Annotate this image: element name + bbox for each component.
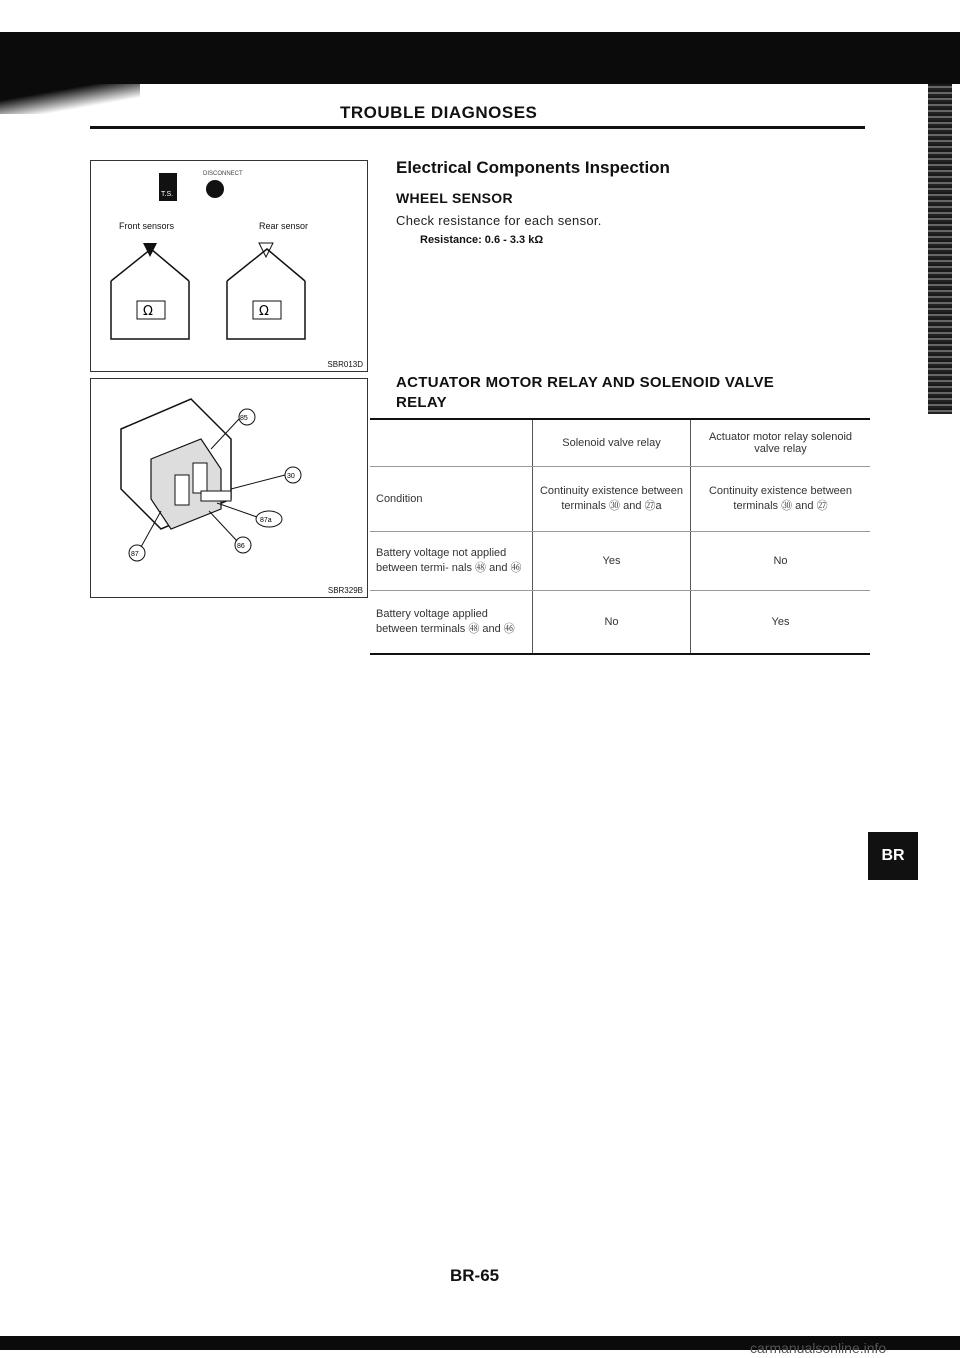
ohm-symbol-rear: Ω (259, 304, 269, 319)
relay-diagram (91, 379, 367, 597)
figure-wheel-sensor (90, 160, 368, 372)
figure-id: SBR013D (327, 360, 363, 369)
terminal-87: 87 (131, 551, 139, 558)
table-cell: Condition (370, 467, 533, 532)
figure-id: SBR329B (327, 586, 363, 595)
terminal-85: 85 (240, 415, 248, 422)
table-cell: Continuity existence between terminals ㉚ and ㉗ (691, 467, 871, 532)
wheel-sensor-diagram (91, 161, 367, 371)
section-tab-br: BR (868, 832, 918, 880)
table-header-row (370, 419, 870, 467)
table-row (370, 532, 870, 591)
table-cell: Yes (691, 591, 871, 655)
table-row (370, 467, 870, 532)
figure-relay (90, 378, 368, 598)
table-row (370, 591, 870, 655)
table-cell: Yes (533, 532, 691, 591)
table-header-cell: Solenoid valve relay (533, 419, 691, 467)
connector-icon (206, 180, 224, 198)
relay-inspection-table (370, 418, 870, 655)
disconnect-label: DISCONNECT (203, 171, 243, 177)
section-title: Electrical Components Inspection (396, 158, 670, 177)
wheel-sensor-text: Check resistance for each sensor. (396, 213, 602, 228)
table-header-cell (370, 419, 533, 467)
ohm-symbol-front: Ω (143, 304, 153, 319)
ts-label: T.S. (161, 191, 174, 198)
wheel-sensor-heading: WHEEL SENSOR (396, 190, 513, 206)
right-scan-edge (928, 84, 952, 414)
table-cell: No (691, 532, 871, 591)
rear-sensor-label: Rear sensor (259, 221, 309, 231)
terminal-87a: 87a (260, 517, 272, 524)
watermark: carmanualsonline.info (750, 1340, 887, 1356)
relay-heading-line1: ACTUATOR MOTOR RELAY AND SOLENOID VALVE (396, 374, 775, 391)
header-rule (90, 126, 865, 129)
top-scan-fade (0, 84, 140, 114)
page-number: BR-65 (450, 1266, 500, 1285)
table-cell: Battery voltage applied between terminals ㊽ and ㊻ (370, 591, 533, 655)
top-scan-bar (0, 32, 960, 84)
terminal-30: 30 (287, 473, 295, 480)
table-cell: Battery voltage not applied between termi- nals ㊽ and ㊻ (370, 532, 533, 591)
relay-heading-line2: RELAY (396, 394, 447, 411)
page-header-title: TROUBLE DIAGNOSES (340, 103, 538, 122)
resistance-spec: Resistance: 0.6 - 3.3 kΩ (420, 234, 544, 246)
terminal-86: 86 (237, 543, 245, 550)
table-cell: No (533, 591, 691, 655)
table-header-cell: Actuator motor relay solenoid valve relay (691, 419, 871, 467)
front-sensors-label: Front sensors (119, 221, 175, 231)
table-cell: Continuity existence between terminals ㉚ and ㉗a (533, 467, 691, 532)
